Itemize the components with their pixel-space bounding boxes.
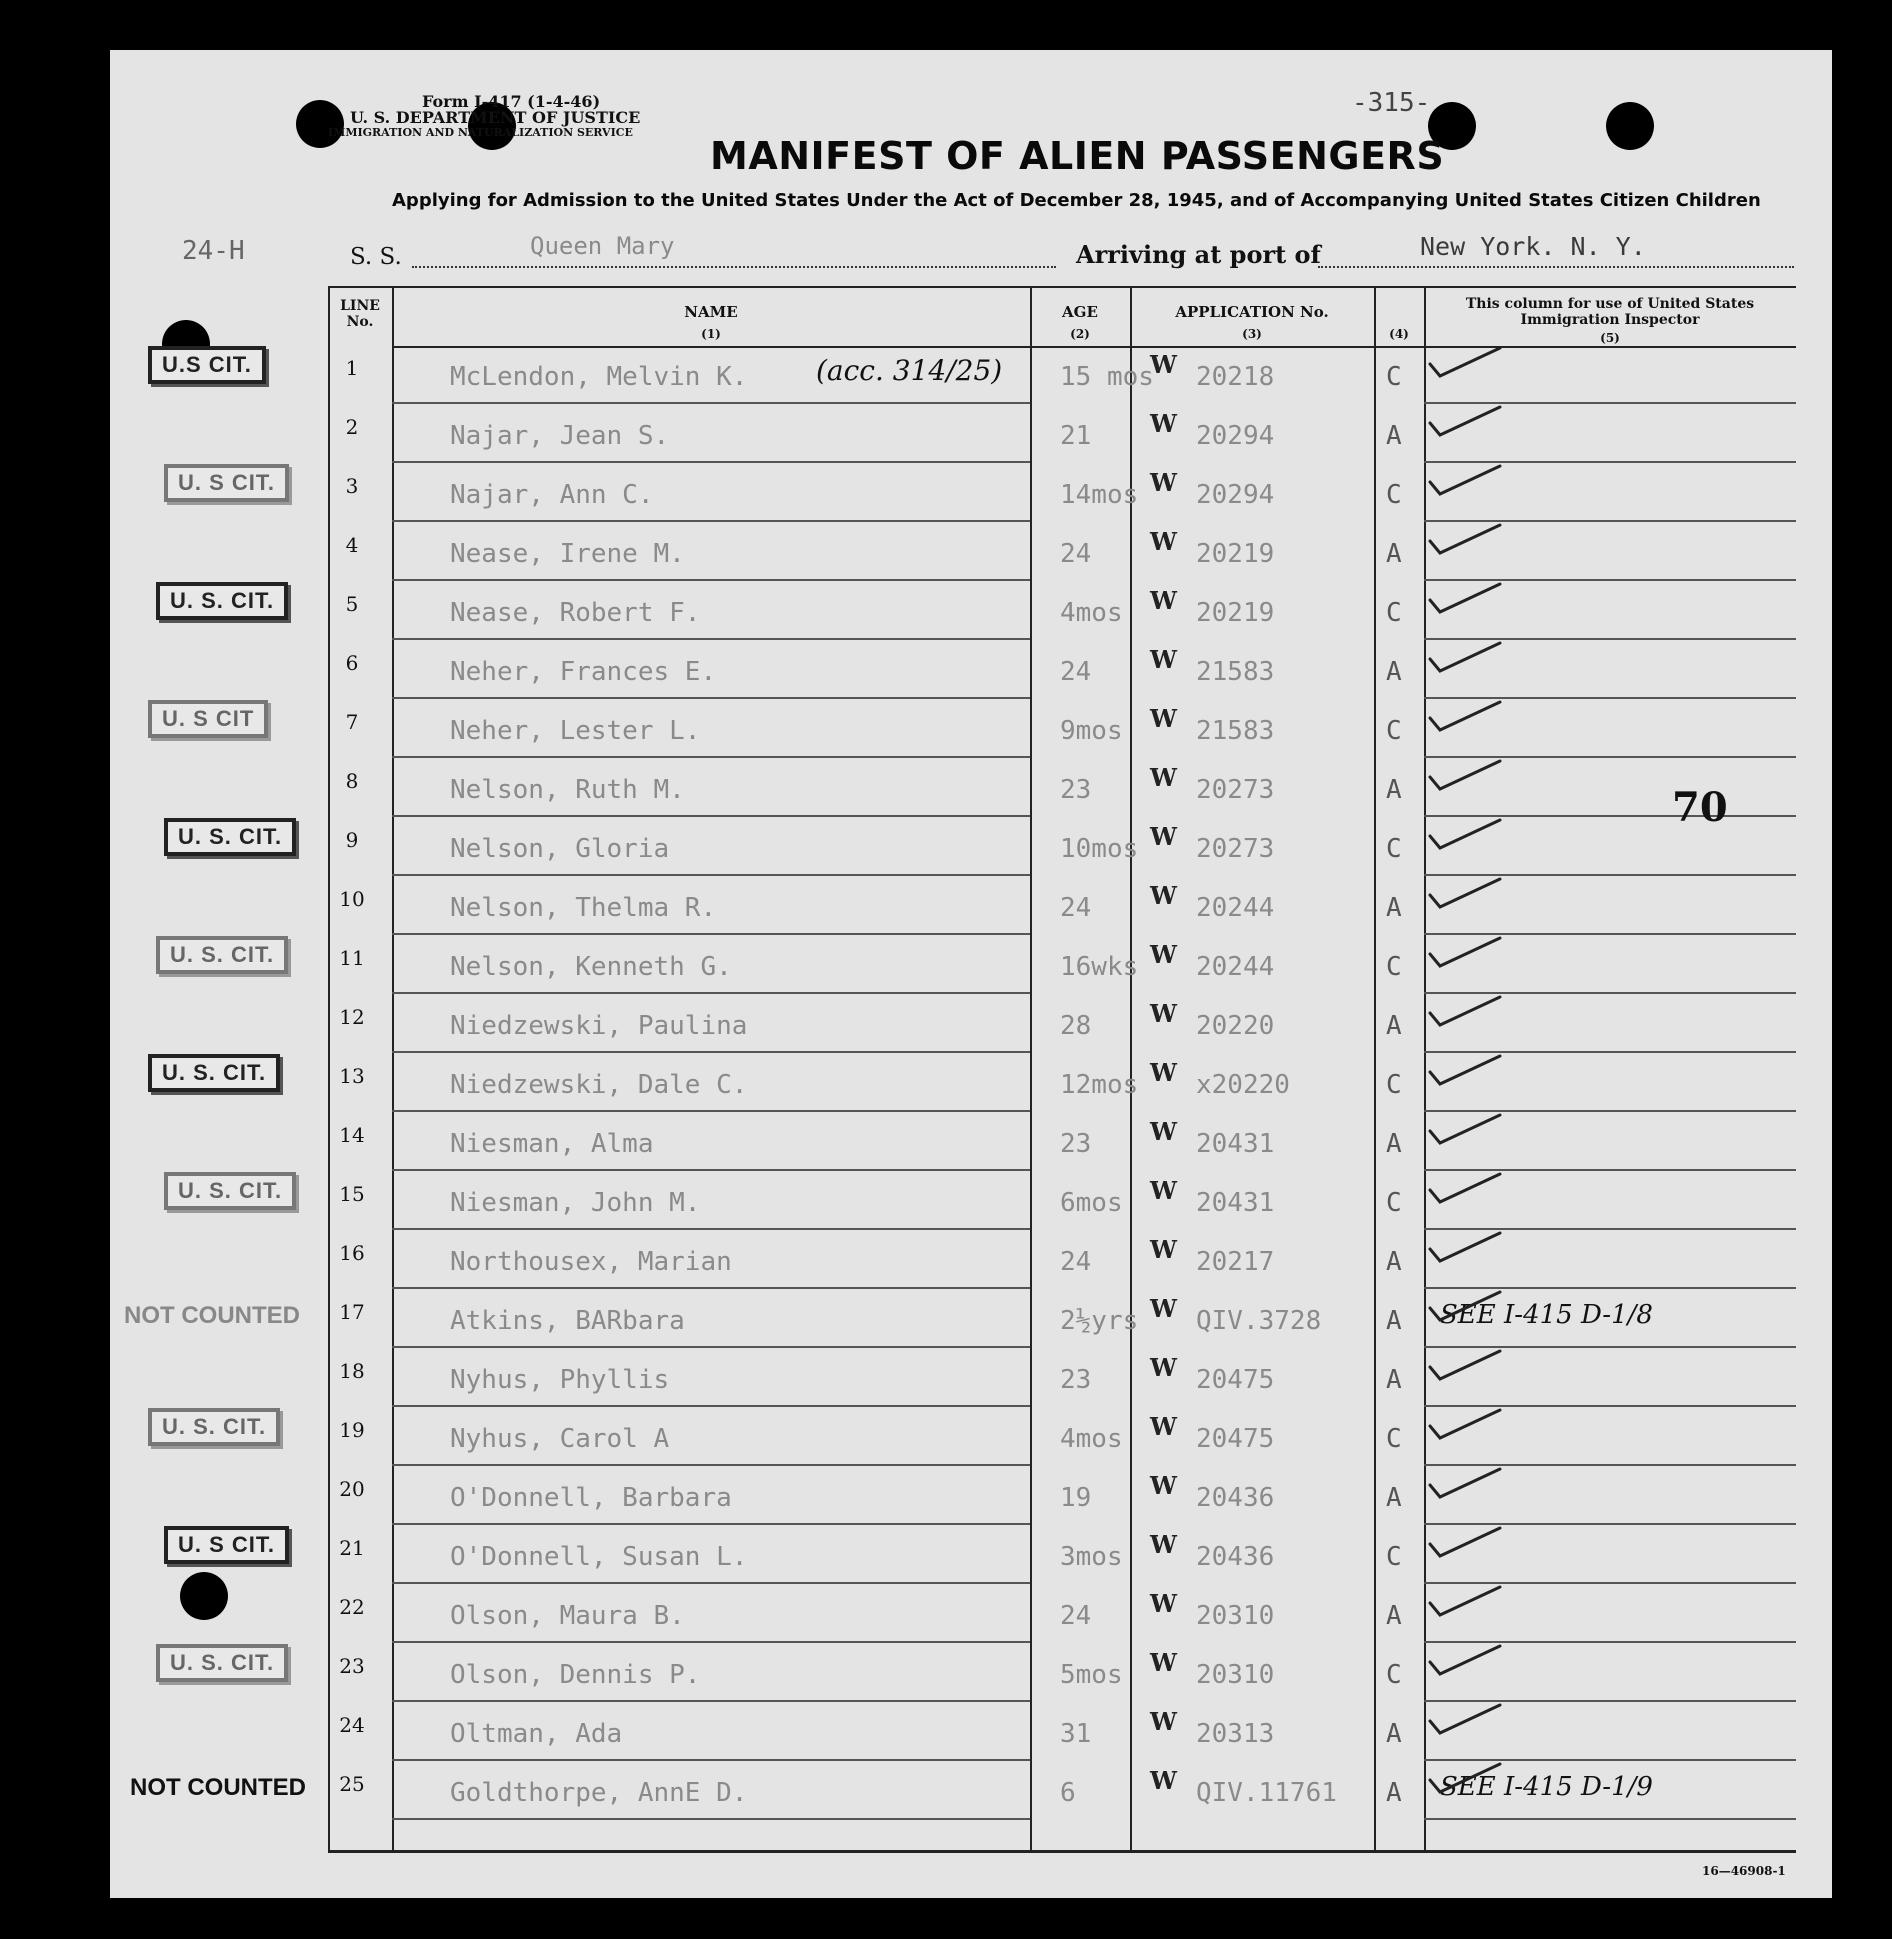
check-mark-icon: [1426, 873, 1506, 913]
line-number: 6: [345, 651, 359, 675]
check-mark-icon: [1426, 1581, 1506, 1621]
passenger-age: 6mos: [1060, 1188, 1123, 1218]
application-number: 20313: [1196, 1719, 1275, 1749]
race-code: W: [1150, 1412, 1177, 1441]
race-code: W: [1150, 1235, 1177, 1264]
status-code: C: [1386, 362, 1402, 392]
race-code: W: [1150, 1058, 1177, 1087]
handwritten-note: (acc. 314/25): [816, 354, 1003, 387]
punch-hole: [1606, 102, 1654, 150]
line-number: 20: [339, 1477, 365, 1501]
col-rule: [1030, 286, 1032, 1852]
row-rule: [392, 933, 1030, 935]
footer-code: 16—46908-1: [1702, 1864, 1786, 1878]
line-number: 18: [339, 1359, 365, 1383]
race-code: W: [1150, 1589, 1177, 1618]
application-number: 20217: [1196, 1247, 1275, 1277]
col-rule: [1130, 286, 1132, 1852]
line-number: 1: [345, 356, 359, 380]
row-rule: [392, 402, 1030, 404]
application-number: 20475: [1196, 1424, 1275, 1454]
application-number: 20218: [1196, 362, 1275, 392]
row-rule: [392, 1051, 1030, 1053]
race-code: W: [1150, 350, 1177, 379]
application-number: 20273: [1196, 775, 1275, 805]
passenger-age: 23: [1060, 1129, 1092, 1159]
passenger-name: Nelson, Kenneth G.: [450, 952, 732, 982]
line-number: 7: [345, 710, 359, 734]
manifest-sheet: [110, 50, 1832, 1898]
col-header-inspector-num: (5): [1600, 331, 1620, 345]
race-code: W: [1150, 1766, 1177, 1795]
check-mark-icon: [1426, 755, 1506, 795]
passenger-age: 23: [1060, 775, 1092, 805]
row-rule: [392, 1464, 1030, 1466]
passenger-name: Niesman, Alma: [450, 1129, 654, 1159]
line-number: 5: [345, 592, 359, 616]
line-number: 4: [345, 533, 359, 557]
passenger-name: Nease, Irene M.: [450, 539, 685, 569]
status-code: C: [1386, 480, 1402, 510]
status-code: A: [1386, 1247, 1402, 1277]
status-code: C: [1386, 598, 1402, 628]
line-number: 12: [339, 1005, 365, 1029]
application-number: 20294: [1196, 421, 1275, 451]
race-code: W: [1150, 881, 1177, 910]
application-number: 20219: [1196, 598, 1275, 628]
race-code: W: [1150, 468, 1177, 497]
page-subtitle: Applying for Admission to the United States Under the Act of December 28, 1945, and of Accompanying United States Citizen Children: [392, 190, 1761, 211]
row-rule: [392, 461, 1030, 463]
col-rule: [328, 286, 330, 1852]
col-header-line: LINE No.: [340, 298, 380, 330]
application-number: 20244: [1196, 893, 1275, 923]
race-code: W: [1150, 586, 1177, 615]
status-code: C: [1386, 834, 1402, 864]
check-mark-icon: [1426, 460, 1506, 500]
status-code: C: [1386, 1424, 1402, 1454]
passenger-age: 24: [1060, 893, 1092, 923]
page-number: -315-: [1352, 88, 1431, 118]
check-mark-icon: [1426, 637, 1506, 677]
passenger-age: 4mos: [1060, 598, 1123, 628]
table-bottom-rule: [328, 1850, 1796, 1853]
row-rule: [392, 1405, 1030, 1407]
passenger-age: 24: [1060, 1601, 1092, 1631]
port-line: [1318, 266, 1794, 268]
status-code: C: [1386, 1070, 1402, 1100]
us-citizen-stamp: U. S. CIT.: [164, 818, 296, 856]
status-code: A: [1386, 1719, 1402, 1749]
status-code: A: [1386, 1011, 1402, 1041]
passenger-age: 4mos: [1060, 1424, 1123, 1454]
passenger-name: Nyhus, Carol A: [450, 1424, 670, 1454]
us-citizen-stamp: U. S CIT: [148, 700, 268, 738]
passenger-name: Olson, Dennis P.: [450, 1660, 701, 1690]
col-header-age-num: (2): [1070, 327, 1090, 341]
race-code: W: [1150, 1117, 1177, 1146]
row-rule: [392, 1700, 1030, 1702]
status-code: A: [1386, 1778, 1402, 1808]
line-number: 24: [339, 1713, 365, 1737]
check-mark-icon: [1426, 1168, 1506, 1208]
application-number: 20436: [1196, 1542, 1275, 1572]
status-code: A: [1386, 1306, 1402, 1336]
passenger-age: 12mos: [1060, 1070, 1139, 1100]
check-mark-icon: [1426, 1463, 1506, 1503]
col-header-age: AGE: [1062, 303, 1098, 321]
application-number: 21583: [1196, 716, 1275, 746]
line-number: 15: [339, 1182, 365, 1206]
port-name: New York. N. Y.: [1420, 232, 1646, 261]
passenger-age: 14mos: [1060, 480, 1139, 510]
ss-label: S. S.: [350, 244, 402, 270]
check-mark-icon: [1426, 814, 1506, 854]
passenger-name: McLendon, Melvin K.: [450, 362, 748, 392]
application-number: QIV.3728: [1196, 1306, 1322, 1336]
row-rule: [392, 1759, 1030, 1761]
race-code: W: [1150, 822, 1177, 851]
row-rule: [392, 1110, 1030, 1112]
table-top-rule: [328, 286, 1796, 288]
race-code: W: [1150, 1353, 1177, 1382]
row-rule: [1424, 1818, 1796, 1820]
margin-count: 70: [1672, 784, 1728, 831]
race-code: W: [1150, 1707, 1177, 1736]
row-rule: [392, 992, 1030, 994]
row-rule: [392, 1346, 1030, 1348]
passenger-name: Najar, Ann C.: [450, 480, 654, 510]
passenger-age: 21: [1060, 421, 1092, 451]
check-mark-icon: [1426, 1109, 1506, 1149]
check-mark-icon: [1426, 932, 1506, 972]
row-rule: [392, 1641, 1030, 1643]
line-number: 22: [339, 1595, 365, 1619]
form-number: Form I-417 (1-4-46): [422, 92, 601, 111]
department-name: U. S. DEPARTMENT OF JUSTICE: [350, 108, 641, 127]
passenger-name: Neher, Frances E.: [450, 657, 717, 687]
line-number: 8: [345, 769, 359, 793]
status-code: C: [1386, 1660, 1402, 1690]
row-rule: [392, 1582, 1030, 1584]
race-code: W: [1150, 527, 1177, 556]
passenger-name: Niesman, John M.: [450, 1188, 701, 1218]
check-mark-icon: [1426, 1286, 1506, 1326]
not-counted-stamp: NOT COUNTED: [124, 1302, 300, 1329]
passenger-name: Nelson, Ruth M.: [450, 775, 685, 805]
not-counted-stamp: NOT COUNTED: [130, 1774, 306, 1801]
status-code: A: [1386, 1483, 1402, 1513]
arriving-label: Arriving at port of: [1076, 240, 1321, 269]
line-number: 25: [339, 1772, 365, 1796]
line-number: 11: [339, 946, 365, 970]
passenger-age: 23: [1060, 1365, 1092, 1395]
row-rule: [392, 1818, 1030, 1820]
passenger-age: 3mos: [1060, 1542, 1123, 1572]
row-rule: [392, 638, 1030, 640]
ship-name: Queen Mary: [530, 232, 675, 260]
row-rule: [392, 1523, 1030, 1525]
status-code: A: [1386, 893, 1402, 923]
passenger-age: 5mos: [1060, 1660, 1123, 1690]
passenger-name: O'Donnell, Barbara: [450, 1483, 732, 1513]
col-header-application: APPLICATION No.: [1175, 303, 1329, 321]
passenger-age: 9mos: [1060, 716, 1123, 746]
application-number: x20220: [1196, 1070, 1290, 1100]
application-number: 20310: [1196, 1660, 1275, 1690]
passenger-age: 6: [1060, 1778, 1076, 1808]
passenger-age: 19: [1060, 1483, 1092, 1513]
page-title: MANIFEST OF ALIEN PASSENGERS: [710, 134, 1445, 178]
passenger-name: Atkins, BARbara: [450, 1306, 685, 1336]
row-rule: [392, 756, 1030, 758]
passenger-name: Nyhus, Phyllis: [450, 1365, 670, 1395]
race-code: W: [1150, 999, 1177, 1028]
check-mark-icon: [1426, 696, 1506, 736]
handwritten-note: SEE I-415 D-1/9: [1440, 1772, 1653, 1802]
status-code: C: [1386, 1188, 1402, 1218]
race-code: W: [1150, 1530, 1177, 1559]
status-code: A: [1386, 1601, 1402, 1631]
check-mark-icon: [1426, 1345, 1506, 1385]
application-number: QIV.11761: [1196, 1778, 1337, 1808]
status-code: A: [1386, 539, 1402, 569]
passenger-name: Nelson, Thelma R.: [450, 893, 717, 923]
punch-hole: [296, 100, 344, 148]
application-number: 20220: [1196, 1011, 1275, 1041]
us-citizen-stamp: U. S. CIT.: [148, 1408, 280, 1446]
col-header-inspector: This column for use of United States Immigration Inspector: [1465, 296, 1755, 328]
status-code: A: [1386, 657, 1402, 687]
ship-name-line: [412, 266, 1056, 268]
status-code: C: [1386, 1542, 1402, 1572]
check-mark-icon: [1426, 578, 1506, 618]
status-code: A: [1386, 1129, 1402, 1159]
passenger-name: Niedzewski, Dale C.: [450, 1070, 748, 1100]
status-code: A: [1386, 421, 1402, 451]
list-code: 24-H: [182, 236, 245, 266]
row-rule: [392, 1287, 1030, 1289]
application-number: 20310: [1196, 1601, 1275, 1631]
passenger-age: 15 mos: [1060, 362, 1154, 392]
col-header-4-num: (4): [1389, 327, 1409, 341]
passenger-name: O'Donnell, Susan L.: [450, 1542, 748, 1572]
row-rule: [392, 579, 1030, 581]
us-citizen-stamp: U. S. CIT.: [156, 936, 288, 974]
race-code: W: [1150, 645, 1177, 674]
us-citizen-stamp: U. S CIT.: [164, 464, 289, 502]
application-number: 20294: [1196, 480, 1275, 510]
row-rule: [392, 520, 1030, 522]
line-number: 17: [339, 1300, 365, 1324]
row-rule: [392, 697, 1030, 699]
passenger-age: 24: [1060, 657, 1092, 687]
application-number: 20431: [1196, 1129, 1275, 1159]
line-number: 2: [345, 415, 359, 439]
us-citizen-stamp: U. S. CIT.: [156, 582, 288, 620]
check-mark-icon: [1426, 1404, 1506, 1444]
status-code: C: [1386, 716, 1402, 746]
col-header-name: NAME: [684, 303, 738, 321]
passenger-name: Olson, Maura B.: [450, 1601, 685, 1631]
race-code: W: [1150, 704, 1177, 733]
line-number: 3: [345, 474, 359, 498]
check-mark-icon: [1426, 519, 1506, 559]
race-code: W: [1150, 1471, 1177, 1500]
line-number: 23: [339, 1654, 365, 1678]
passenger-name: Nelson, Gloria: [450, 834, 670, 864]
passenger-name: Neher, Lester L.: [450, 716, 701, 746]
row-rule: [392, 874, 1030, 876]
line-number: 21: [339, 1536, 365, 1560]
handwritten-note: SEE I-415 D-1/8: [1440, 1300, 1653, 1330]
check-mark-icon: [1426, 1758, 1506, 1798]
service-name: IMMIGRATION AND NATURALIZATION SERVICE: [328, 126, 633, 139]
row-rule: [392, 1169, 1030, 1171]
application-number: 20436: [1196, 1483, 1275, 1513]
check-mark-icon: [1426, 1699, 1506, 1739]
col-header-name-num: (1): [701, 327, 721, 341]
race-code: W: [1150, 409, 1177, 438]
race-code: W: [1150, 940, 1177, 969]
application-number: 20219: [1196, 539, 1275, 569]
passenger-name: Najar, Jean S.: [450, 421, 670, 451]
line-number: 19: [339, 1418, 365, 1442]
application-number: 20273: [1196, 834, 1275, 864]
status-code: A: [1386, 775, 1402, 805]
check-mark-icon: [1426, 1050, 1506, 1090]
line-number: 16: [339, 1241, 365, 1265]
race-code: W: [1150, 1648, 1177, 1677]
application-number: 20431: [1196, 1188, 1275, 1218]
application-number: 20475: [1196, 1365, 1275, 1395]
passenger-age: 2½yrs: [1060, 1306, 1139, 1336]
passenger-age: 10mos: [1060, 834, 1139, 864]
passenger-name: Oltman, Ada: [450, 1719, 623, 1749]
passenger-age: 24: [1060, 539, 1092, 569]
passenger-name: Niedzewski, Paulina: [450, 1011, 748, 1041]
line-number: 10: [339, 887, 365, 911]
passenger-age: 28: [1060, 1011, 1092, 1041]
race-code: W: [1150, 1176, 1177, 1205]
check-mark-icon: [1426, 1227, 1506, 1267]
punch-hole: [180, 1572, 228, 1620]
col-header-application-num: (3): [1242, 327, 1262, 341]
us-citizen-stamp: U.S CIT.: [148, 346, 266, 384]
line-number: 14: [339, 1123, 365, 1147]
check-mark-icon: [1426, 401, 1506, 441]
check-mark-icon: [1426, 1522, 1506, 1562]
race-code: W: [1150, 1294, 1177, 1323]
check-mark-icon: [1426, 1640, 1506, 1680]
passenger-name: Goldthorpe, AnnE D.: [450, 1778, 748, 1808]
passenger-name: Nease, Robert F.: [450, 598, 701, 628]
row-rule: [392, 1228, 1030, 1230]
header-bottom-rule: [392, 346, 1796, 348]
application-number: 21583: [1196, 657, 1275, 687]
us-citizen-stamp: U. S. CIT.: [148, 1054, 280, 1092]
col-rule: [1374, 286, 1376, 1852]
us-citizen-stamp: U. S. CIT.: [156, 1644, 288, 1682]
passenger-age: 31: [1060, 1719, 1092, 1749]
status-code: A: [1386, 1365, 1402, 1395]
check-mark-icon: [1426, 991, 1506, 1031]
line-number: 13: [339, 1064, 365, 1088]
passenger-name: Northousex, Marian: [450, 1247, 732, 1277]
us-citizen-stamp: U. S CIT.: [164, 1526, 289, 1564]
passenger-age: 24: [1060, 1247, 1092, 1277]
application-number: 20244: [1196, 952, 1275, 982]
check-mark-icon: [1426, 342, 1506, 382]
row-rule: [392, 815, 1030, 817]
race-code: W: [1150, 763, 1177, 792]
status-code: C: [1386, 952, 1402, 982]
line-number: 9: [345, 828, 359, 852]
us-citizen-stamp: U. S. CIT.: [164, 1172, 296, 1210]
passenger-age: 16wks: [1060, 952, 1139, 982]
